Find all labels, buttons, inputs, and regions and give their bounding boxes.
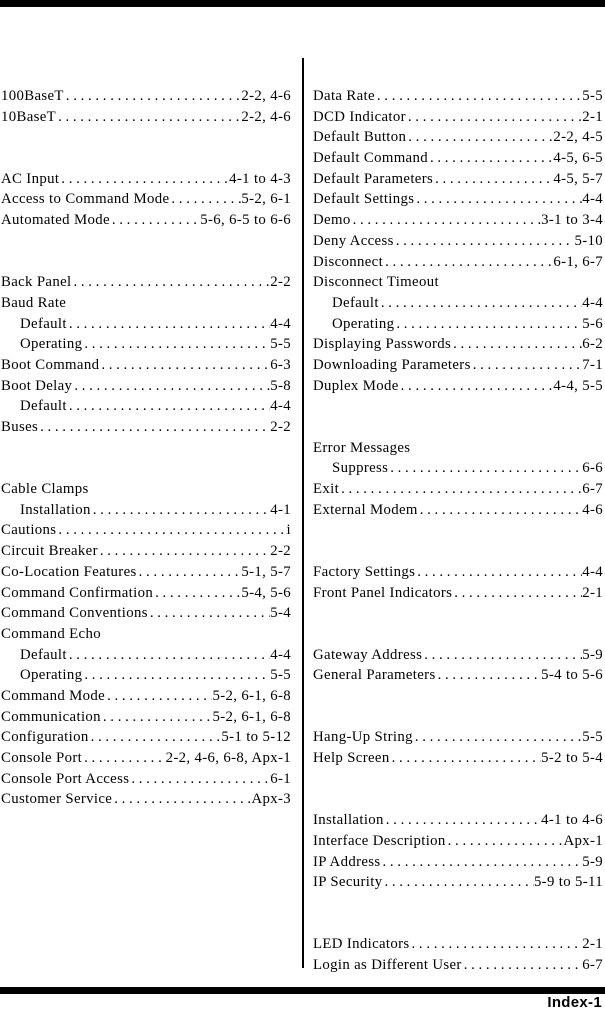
- dot-leader: [129, 769, 270, 790]
- dot-leader: [383, 252, 553, 273]
- dot-leader: [82, 665, 270, 686]
- index-term: Displaying Passwords: [313, 336, 452, 353]
- index-pages: 5-9: [582, 853, 603, 870]
- index-term: Default: [20, 646, 67, 663]
- index-term: Deny Access: [313, 232, 394, 249]
- dot-leader: [67, 396, 270, 417]
- index-column-left: [1, 86, 291, 810]
- index-entry: [1, 86, 291, 107]
- index-term: Factory Settings: [313, 563, 416, 580]
- dot-leader: [71, 272, 270, 293]
- index-entry: [1, 169, 291, 190]
- index-pages: 2-1: [582, 584, 603, 601]
- top-rule: [0, 0, 605, 7]
- dot-leader: [56, 107, 241, 128]
- index-term: Exit: [313, 481, 340, 498]
- index-pages: 4-4: [270, 398, 291, 415]
- index-pages: 5-5: [582, 729, 603, 746]
- index-term: Automated Mode: [1, 212, 110, 229]
- index-term: General Parameters: [313, 667, 436, 684]
- index-pages: Apx-1: [563, 832, 603, 849]
- dot-leader: [382, 872, 533, 893]
- index-subentry: [1, 665, 291, 686]
- index-pages: 6-2: [582, 336, 603, 353]
- index-term: Default: [332, 294, 379, 311]
- index-entry: [1, 603, 291, 624]
- index-term: Error Messages: [313, 439, 411, 456]
- index-pages: 5-5: [582, 88, 603, 104]
- index-subentry: [1, 645, 291, 666]
- index-subentry: [313, 458, 603, 479]
- dot-leader: [82, 334, 270, 355]
- index-pages: 6-6: [582, 460, 603, 477]
- index-pages: 2-1: [582, 936, 603, 953]
- index-term: Command Confirmation: [1, 584, 154, 601]
- dot-leader: [451, 334, 582, 355]
- section-gap: [1, 127, 291, 168]
- index-subentry: [1, 396, 291, 417]
- dot-leader: [415, 562, 582, 583]
- dot-leader: [394, 231, 575, 252]
- index-term: Operating: [20, 667, 83, 684]
- index-entry: [1, 686, 291, 707]
- index-pages: 2-2, 4-6, 6-8, Apx-1: [165, 750, 291, 767]
- dot-leader: [375, 86, 582, 107]
- index-term: IP Address: [313, 853, 381, 870]
- index-term: Downloading Parameters: [313, 356, 471, 373]
- index-term: Cautions: [1, 522, 57, 539]
- dot-leader: [38, 417, 270, 438]
- index-pages: 5-4: [270, 605, 291, 622]
- index-pages: 3-1 to 3-4: [541, 212, 603, 229]
- index-term: Customer Service: [1, 791, 113, 808]
- dot-leader: [105, 686, 212, 707]
- index-entry: [313, 583, 603, 604]
- index-pages: 2-2, 4-5: [553, 129, 603, 146]
- index-term: Default Settings: [313, 191, 415, 208]
- index-entry: [313, 934, 603, 955]
- dot-leader: [89, 727, 222, 748]
- index-entry: [313, 562, 603, 583]
- dot-leader: [82, 748, 166, 769]
- index-term: Buses: [1, 419, 39, 436]
- index-subentry: [1, 334, 291, 355]
- index-pages: 5-2, 6-1: [241, 191, 291, 208]
- index-entry: [313, 831, 603, 852]
- index-term: Configuration: [1, 729, 89, 746]
- index-entry: [1, 624, 291, 645]
- dot-leader: [462, 955, 583, 976]
- index-entry: [1, 562, 291, 583]
- dot-leader: [446, 831, 564, 852]
- index-term: Demo: [313, 212, 351, 229]
- index-term: Operating: [332, 315, 395, 332]
- dot-leader: [56, 520, 286, 541]
- dot-leader: [436, 665, 542, 686]
- dot-leader: [471, 355, 583, 376]
- index-entry: [1, 583, 291, 604]
- index-pages: 7-1: [582, 356, 603, 373]
- index-term: Boot Delay: [1, 377, 73, 394]
- index-entry: [313, 500, 603, 521]
- index-subentry: [1, 500, 291, 521]
- index-pages: 4-1 to 4-3: [229, 170, 291, 187]
- dot-leader: [422, 645, 582, 666]
- section-gap: [313, 520, 603, 561]
- index-term: Co-Location Features: [1, 563, 137, 580]
- dot-leader: [112, 789, 251, 810]
- section-gap: [313, 686, 603, 727]
- index-pages: 5-2 to 5-4: [541, 750, 603, 767]
- dot-leader: [388, 458, 582, 479]
- section-gap: [313, 603, 603, 644]
- index-term: Default: [20, 398, 67, 415]
- index-entry: [313, 872, 603, 893]
- section-gap: [1, 438, 291, 479]
- dot-leader: [452, 583, 582, 604]
- dot-leader: [394, 314, 582, 335]
- dot-leader: [399, 376, 554, 397]
- index-pages: 5-1, 5-7: [241, 563, 291, 580]
- index-entry: [313, 127, 603, 148]
- index-entry: [313, 189, 603, 210]
- index-pages: 5-4, 5-6: [241, 584, 291, 601]
- dot-leader: [414, 189, 582, 210]
- index-term: Gateway Address: [313, 646, 423, 663]
- dot-leader: [406, 107, 582, 128]
- index-pages: 2-2, 4-6: [241, 108, 291, 125]
- dot-leader: [137, 562, 242, 583]
- index-pages: 4-4: [582, 294, 603, 311]
- index-term: Console Port Access: [1, 770, 130, 787]
- bottom-rule: [0, 987, 605, 994]
- index-term: Duplex Mode: [313, 377, 399, 394]
- dot-leader: [67, 645, 270, 666]
- index-term: Suppress: [332, 460, 389, 477]
- section-gap: [313, 769, 603, 810]
- index-pages: 5-2, 6-1, 6-8: [212, 687, 291, 704]
- index-term: Disconnect: [313, 253, 384, 270]
- section-gap: [313, 396, 603, 437]
- index-entry: [313, 148, 603, 169]
- dot-leader: [413, 727, 582, 748]
- index-term: Back Panel: [1, 274, 72, 291]
- index-pages: 6-3: [270, 356, 291, 373]
- index-term: External Modem: [313, 501, 418, 518]
- index-entry: [1, 355, 291, 376]
- index-pages: 2-1: [582, 108, 603, 125]
- index-entry: [1, 479, 291, 500]
- index-term: Circuit Breaker: [1, 543, 98, 560]
- index-pages: 4-5, 5-7: [553, 170, 603, 187]
- index-subentry: [1, 314, 291, 335]
- index-pages: 5-9: [582, 646, 603, 663]
- index-entry: [313, 169, 603, 190]
- index-pages: 5-5: [270, 667, 291, 684]
- index-term: 10BaseT: [1, 108, 57, 125]
- index-entry: [313, 645, 603, 666]
- dot-leader: [67, 314, 270, 335]
- index-term: Command Echo: [1, 625, 101, 642]
- index-term: Default: [20, 315, 67, 332]
- index-term: Interface Description: [313, 832, 446, 849]
- index-pages: 4-1: [270, 501, 291, 518]
- dot-leader: [379, 293, 582, 314]
- index-pages: 4-1 to 4-6: [541, 812, 603, 829]
- index-term: Access to Command Mode: [1, 191, 170, 208]
- index-pages: 6-1: [270, 770, 291, 787]
- index-subentry: [313, 314, 603, 335]
- page-number: Index-1: [547, 994, 602, 1011]
- column-divider: [302, 58, 304, 968]
- index-pages: 5-1 to 5-12: [221, 729, 291, 746]
- dot-leader: [64, 86, 242, 107]
- index-term: Front Panel Indicators: [313, 584, 453, 601]
- index-entry: [313, 748, 603, 769]
- dot-leader: [433, 169, 553, 190]
- section-gap: [1, 231, 291, 272]
- index-pages: 5-4 to 5-6: [541, 667, 603, 684]
- index-subentry: [313, 293, 603, 314]
- index-pages: 2-2: [270, 419, 291, 436]
- index-entry: [313, 231, 603, 252]
- dot-leader: [390, 748, 542, 769]
- index-term: Installation: [20, 501, 91, 518]
- index-term: Installation: [313, 812, 384, 829]
- index-entry: [1, 210, 291, 231]
- index-entry: [1, 541, 291, 562]
- index-pages: 4-4: [582, 563, 603, 580]
- index-pages: 5-6, 6-5 to 6-6: [200, 212, 291, 229]
- index-entry: [313, 86, 603, 107]
- index-entry: [1, 272, 291, 293]
- index-pages: 4-4, 5-5: [553, 377, 603, 394]
- index-entry: [313, 272, 603, 293]
- index-entry: [313, 727, 603, 748]
- index-term: Command Conventions: [1, 605, 148, 622]
- index-term: Help Screen: [313, 750, 390, 767]
- index-term: Command Mode: [1, 687, 106, 704]
- index-term: DCD Indicator: [313, 108, 406, 125]
- index-pages: Apx-3: [251, 791, 291, 808]
- index-pages: 5-9 to 5-11: [533, 874, 603, 891]
- index-term: Console Port: [1, 750, 83, 767]
- index-term: Login as Different User: [313, 956, 462, 973]
- index-pages: 6-1, 6-7: [553, 253, 603, 270]
- index-entry: [313, 210, 603, 231]
- index-pages: 4-6: [582, 501, 603, 518]
- index-column-right: [313, 86, 603, 976]
- index-entry: [313, 810, 603, 831]
- index-term: Baud Rate: [1, 294, 67, 311]
- dot-leader: [101, 707, 213, 728]
- index-pages: 5-5: [270, 336, 291, 353]
- index-entry: [313, 438, 603, 459]
- dot-leader: [99, 355, 270, 376]
- index-pages: 5-2, 6-1, 6-8: [212, 708, 291, 725]
- index-pages: 2-2: [270, 543, 291, 560]
- index-entry: [1, 707, 291, 728]
- index-pages: 6-7: [582, 956, 603, 973]
- index-term: Default Command: [313, 150, 428, 167]
- index-term: LED Indicators: [313, 936, 410, 953]
- index-entry: [1, 293, 291, 314]
- index-pages: 4-4: [270, 646, 291, 663]
- index-pages: 6-7: [582, 481, 603, 498]
- index-pages: 4-4: [270, 315, 291, 332]
- index-pages: 2-2, 4-6: [241, 88, 291, 104]
- dot-leader: [381, 852, 583, 873]
- dot-leader: [406, 127, 553, 148]
- index-entry: [313, 252, 603, 273]
- index-entry: [1, 520, 291, 541]
- dot-leader: [410, 934, 583, 955]
- index-entry: [1, 107, 291, 128]
- dot-leader: [72, 376, 270, 397]
- dot-leader: [351, 210, 542, 231]
- index-entry: [313, 107, 603, 128]
- index-pages: i: [286, 522, 291, 539]
- dot-leader: [91, 500, 270, 521]
- index-term: AC Input: [1, 170, 60, 187]
- index-entry: [1, 417, 291, 438]
- index-entry: [1, 189, 291, 210]
- index-term: Communication: [1, 708, 101, 725]
- dot-leader: [169, 189, 241, 210]
- index-entry: [313, 334, 603, 355]
- index-pages: 2-2: [270, 274, 291, 291]
- index-term: Cable Clamps: [1, 481, 89, 498]
- index-entry: [313, 852, 603, 873]
- dot-leader: [98, 541, 270, 562]
- section-gap: [313, 893, 603, 934]
- index-entry: [1, 727, 291, 748]
- index-term: Hang-Up String: [313, 729, 413, 746]
- index-pages: 5-8: [270, 377, 291, 394]
- index-term: 100BaseT: [1, 88, 64, 104]
- index-entry: [1, 789, 291, 810]
- index-term: Data Rate: [313, 88, 375, 104]
- index-term: Default Button: [313, 129, 407, 146]
- index-pages: 4-4: [582, 191, 603, 208]
- index-pages: 5-6: [582, 315, 603, 332]
- index-entry: [1, 769, 291, 790]
- dot-leader: [418, 500, 582, 521]
- index-term: Boot Command: [1, 356, 100, 373]
- index-pages: 4-5, 6-5: [553, 150, 603, 167]
- index-entry: [313, 665, 603, 686]
- index-entry: [1, 376, 291, 397]
- dot-leader: [110, 210, 200, 231]
- index-term: Disconnect Timeout: [313, 274, 439, 291]
- dot-leader: [384, 810, 541, 831]
- index-pages: 5-10: [574, 232, 603, 249]
- dot-leader: [59, 169, 229, 190]
- dot-leader: [148, 603, 270, 624]
- dot-leader: [153, 583, 241, 604]
- index-entry: [1, 748, 291, 769]
- index-entry: [313, 479, 603, 500]
- index-term: Operating: [20, 336, 83, 353]
- index-term: Default Parameters: [313, 170, 434, 187]
- index-entry: [313, 376, 603, 397]
- index-entry: [313, 955, 603, 976]
- index-entry: [313, 355, 603, 376]
- dot-leader: [428, 148, 553, 169]
- index-term: IP Security: [313, 874, 383, 891]
- dot-leader: [339, 479, 582, 500]
